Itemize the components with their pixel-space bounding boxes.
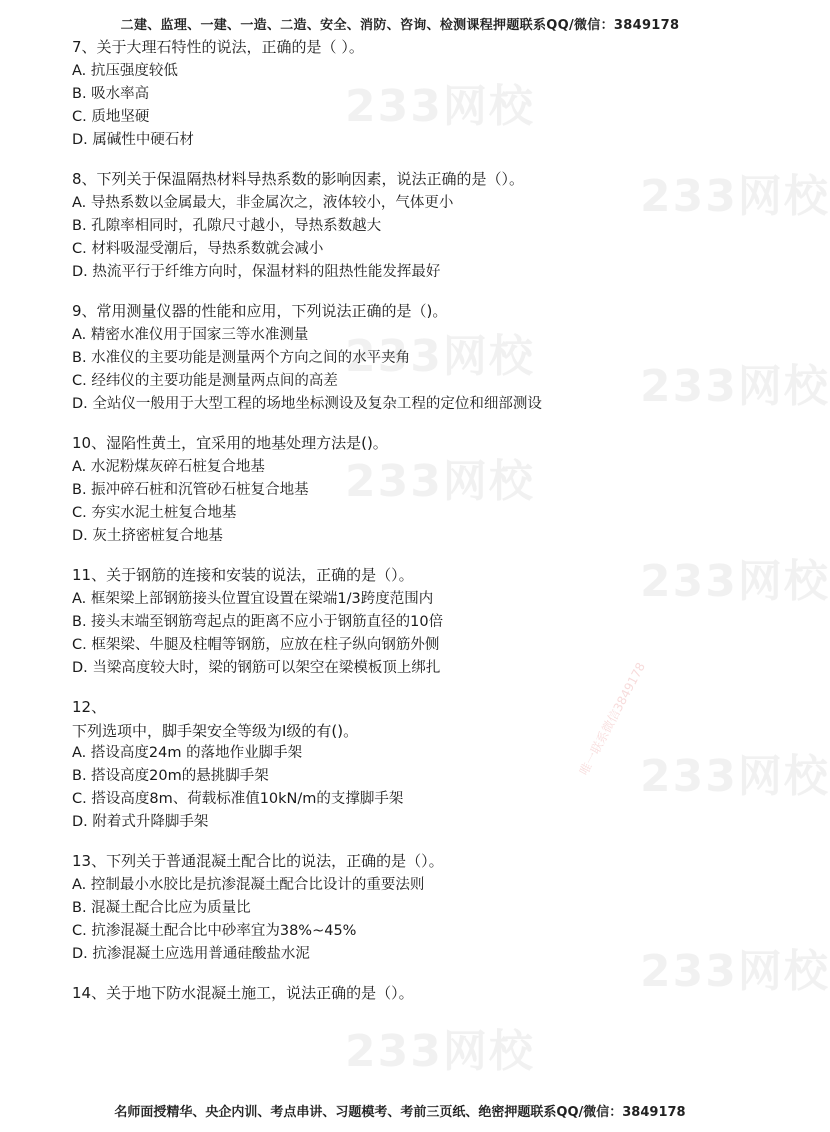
option-b: B. 振冲碎石桩和沉管砂石桩复合地基 [72, 482, 309, 498]
question-13 [72, 850, 762, 966]
question-11 [72, 564, 762, 680]
watermark-contact: 唯一联系微信3849178 [576, 660, 649, 778]
question-stem: 7、关于大理石特性的说法，正确的是（ ）。 [72, 38, 364, 56]
question-9 [72, 300, 762, 416]
option-c: C. 抗渗混凝土配合比中砂率宜为38%~45% [72, 923, 357, 939]
watermark-logo: 233网校 [345, 331, 535, 382]
question-8 [72, 168, 762, 284]
question-7 [72, 36, 762, 152]
option-a: A. 水泥粉煤灰碎石桩复合地基 [72, 459, 265, 475]
option-c: C. 夯实水泥土桩复合地基 [72, 505, 237, 521]
option-b: B. 水准仪的主要功能是测量两个方向之间的水平夹角 [72, 350, 411, 366]
option-b: B. 吸水率高 [72, 86, 150, 102]
watermark-logo: 233网校 [640, 946, 830, 997]
page-header: 二建、监理、一建、一造、二造、安全、消防、咨询、检测课程押题联系QQ/微信：3849178 [120, 18, 680, 33]
option-a: A. 导热系数以金属最大，非金属次之，液体较小，气体更小 [72, 195, 454, 211]
watermark-logo: 233网校 [345, 1026, 535, 1077]
option-c: C. 经纬仪的主要功能是测量两点间的高差 [72, 373, 338, 389]
question-12 [72, 696, 762, 834]
question-14 [72, 982, 762, 1004]
option-a: A. 抗压强度较低 [72, 63, 178, 79]
option-a: A. 框架梁上部钢筋接头位置宜设置在梁端1/3跨度范围内 [72, 591, 434, 607]
question-stem: 11、关于钢筋的连接和安装的说法，正确的是（）。 [72, 566, 414, 584]
watermark-logo: 233网校 [640, 751, 830, 802]
question-stem-continued: 下列选项中，脚手架安全等级为Ⅰ级的有()。 [72, 722, 359, 740]
question-stem: 12、 [72, 698, 107, 716]
watermark-logo: 233网校 [640, 361, 830, 412]
question-stem: 13、下列关于普通混凝土配合比的说法，正确的是（）。 [72, 852, 444, 870]
page-footer: 名师面授精华、央企内训、考点串讲、习题模考、考前三页纸、绝密押题联系QQ/微信：3849178 [114, 1105, 686, 1120]
option-c: C. 材料吸湿受潮后，导热系数就会减小 [72, 241, 324, 257]
option-d: D. 灰土挤密桩复合地基 [72, 528, 223, 544]
option-c: C. 搭设高度8m、荷载标准值10kN/m的支撑脚手架 [72, 791, 404, 807]
question-list [72, 36, 762, 1020]
option-b: B. 混凝土配合比应为质量比 [72, 900, 251, 916]
question-stem: 9、常用测量仪器的性能和应用，下列说法正确的是（)。 [72, 302, 448, 320]
option-b: B. 孔隙率相同时，孔隙尺寸越小，导热系数越大 [72, 218, 382, 234]
option-a: A. 精密水准仪用于国家三等水准测量 [72, 327, 309, 343]
question-10 [72, 432, 762, 548]
option-d: D. 全站仪一般用于大型工程的场地坐标测设及复杂工程的定位和细部测设 [72, 396, 542, 412]
option-d: D. 当梁高度较大时，梁的钢筋可以架空在梁模板顶上绑扎 [72, 660, 441, 676]
option-a: A. 搭设高度24m 的落地作业脚手架 [72, 745, 303, 761]
watermark-logo: 233网校 [640, 556, 830, 607]
option-b: B. 接头末端至钢筋弯起点的距离不应小于钢筋直径的10倍 [72, 614, 444, 630]
question-stem: 14、关于地下防水混凝土施工，说法正确的是（）。 [72, 984, 414, 1002]
watermark-logo: 233网校 [640, 171, 830, 222]
question-stem: 8、下列关于保温隔热材料导热系数的影响因素，说法正确的是（）。 [72, 170, 525, 188]
option-a: A. 控制最小水胶比是抗渗混凝土配合比设计的重要法则 [72, 877, 425, 893]
option-b: B. 搭设高度20m的悬挑脚手架 [72, 768, 269, 784]
option-d: D. 附着式升降脚手架 [72, 814, 209, 830]
watermark-logo: 233网校 [345, 456, 535, 507]
option-d: D. 热流平行于纤维方向时，保温材料的阻热性能发挥最好 [72, 264, 441, 280]
option-c: C. 质地坚硬 [72, 109, 150, 125]
option-d: D. 抗渗混凝土应选用普通硅酸盐水泥 [72, 946, 310, 962]
option-c: C. 框架梁、牛腿及柱帽等钢筋，应放在柱子纵向钢筋外侧 [72, 637, 440, 653]
option-d: D. 属碱性中硬石材 [72, 132, 194, 148]
watermark-logo: 233网校 [345, 81, 535, 132]
question-stem: 10、湿陷性黄土，宜采用的地基处理方法是()。 [72, 434, 388, 452]
